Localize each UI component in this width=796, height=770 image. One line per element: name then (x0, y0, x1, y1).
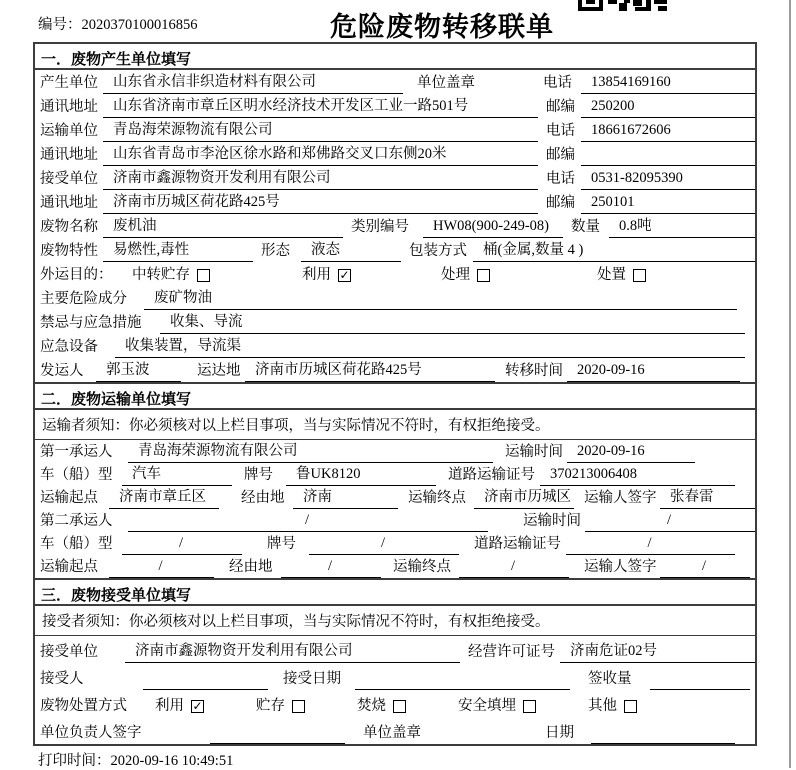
dispose-label: 处置 (597, 267, 626, 283)
first-carrier-value: 青岛海荣源物流有限公司 (128, 439, 493, 463)
sender-value: 郭玉波 (96, 358, 181, 382)
receiver-person-label: 接受人 (40, 671, 84, 687)
disposal-other-label: 其他 (588, 698, 617, 714)
terminus-value: 济南市历城区 (474, 485, 574, 509)
received-quantity-label: 签收量 (588, 671, 632, 687)
row-waste-traits (35, 238, 755, 262)
disposal-use-label: 利用 (155, 698, 184, 714)
row-transporter-unit (35, 118, 755, 142)
print-time-value: 2020-09-16 10:49:51 (110, 753, 234, 769)
row-receiver-address (35, 190, 755, 214)
section3-body (35, 636, 755, 744)
form-serial (38, 13, 198, 34)
row-transport-route-2 (35, 555, 755, 578)
use-label: 利用 (302, 267, 331, 283)
destination-value: 济南市历城区荷花路425号 (245, 358, 495, 382)
category-code-value: HW08(900-249-08) (423, 218, 563, 238)
plate-number-label: 牌号 (244, 467, 273, 483)
unit-seal2-label: 单位盖章 (363, 725, 421, 741)
form-title: 危险废物转移联单 (330, 12, 554, 42)
row-main-hazard (35, 286, 755, 310)
disposal-option-landfill (458, 694, 536, 717)
terminus2-value: / (459, 558, 569, 578)
via-label: 经由地 (241, 490, 285, 506)
received-quantity-value (650, 687, 750, 690)
transport-time2-label: 运输时间 (523, 513, 581, 529)
disposal-storage-checkbox (292, 700, 305, 713)
quantity-label: 数量 (571, 219, 600, 235)
main-hazard-label: 主要危险成分 (40, 291, 127, 307)
purpose-option-use (302, 263, 351, 286)
print-time-label: 打印时间： (38, 753, 111, 769)
transporter-address-value: 山东省青岛市李沧区徐水路和郑佛路交叉口东侧20米 (103, 142, 538, 166)
producer-unit-label: 产生单位 (40, 75, 98, 91)
disposal-method-label: 废物处置方式 (40, 698, 127, 714)
row-sender (35, 358, 755, 382)
carrier-signature2-value: / (660, 558, 750, 578)
unit-seal-label: 单位盖章 (417, 75, 475, 91)
row-vehicle-type-1 (35, 463, 755, 486)
plate-number2-label: 牌号 (267, 536, 296, 552)
receiving-unit-value: 济南市鑫源物资开发利用有限公司 (125, 639, 460, 663)
transporter-unit-value: 青岛海荣源物流有限公司 (103, 118, 538, 142)
producer-unit-value: 山东省永信非织造材料有限公司 (103, 70, 403, 94)
receiver-zip-label: 邮编 (546, 195, 575, 211)
treat-checkbox (477, 269, 490, 282)
row-outbound-purpose (35, 262, 755, 286)
receiver-unit-label: 接受单位 (40, 171, 98, 187)
transporter-zip-label: 邮编 (546, 147, 575, 163)
packing-value: 桶(金属,数量 4 ) (473, 238, 755, 262)
receiver-address-value: 济南市历城区荷花路425号 (103, 190, 538, 214)
row-receiving-unit (35, 636, 755, 663)
transfer-time-label: 转移时间 (505, 363, 563, 379)
receive-date-label: 接受日期 (283, 671, 341, 687)
row-emergency-equipment (35, 334, 755, 358)
purpose-option-treat (441, 263, 490, 286)
sender-label: 发运人 (40, 363, 84, 379)
disposal-storage-label: 贮存 (256, 698, 285, 714)
road-permit2-value: / (566, 535, 735, 555)
transfer-storage-label: 中转贮存 (132, 267, 190, 283)
second-carrier-value: / (128, 512, 488, 532)
transporter-zip-value (581, 163, 755, 166)
row-disposal-method (35, 690, 755, 717)
producer-zip-value: 250200 (581, 98, 755, 118)
producer-address-label: 通讯地址 (40, 99, 98, 115)
dispose-checkbox (633, 269, 646, 282)
transporter-phone-label: 电话 (546, 123, 575, 139)
taboo-measures-value: 收集、导流 (160, 310, 745, 334)
section2-body (35, 440, 755, 578)
plate-number-value: 鲁UK8120 (286, 462, 436, 486)
form-state-label: 形态 (261, 243, 290, 259)
row-receiver-unit (35, 166, 755, 190)
origin2-label: 运输起点 (40, 559, 98, 575)
waste-name-label: 废物名称 (40, 219, 98, 235)
receiver-zip-value: 250101 (581, 194, 755, 214)
road-permit2-label: 道路运输证号 (474, 536, 561, 552)
carrier-signature-value: 张春雷 (660, 485, 755, 509)
purpose-option-transfer-storage (132, 263, 210, 286)
carrier-signature-label: 运输人签字 (584, 490, 657, 506)
section1-header: 一．废物产生单位填写 (35, 44, 755, 70)
plate-number2-value: / (309, 535, 459, 555)
disposal-option-storage (256, 694, 305, 717)
main-hazard-value: 废矿物油 (144, 286, 737, 310)
row-vehicle-type-2 (35, 532, 755, 555)
receiver-address-label: 通讯地址 (40, 195, 98, 211)
via2-value: / (281, 558, 381, 578)
receiver-phone-value: 0531-82095390 (581, 170, 755, 190)
transfer-storage-checkbox (197, 269, 210, 282)
row-responsible-signature (35, 717, 755, 744)
treat-label: 处理 (441, 267, 470, 283)
disposal-landfill-checkbox (523, 700, 536, 713)
row-waste-name (35, 214, 755, 238)
receiver-person-value (143, 687, 268, 690)
section3-header: 三．废物接受单位填写 (35, 578, 755, 606)
responsible-signature-value (210, 741, 345, 744)
producer-address-value: 山东省济南市章丘区明水经济技术开发区工业一路501号 (103, 94, 538, 118)
section2-header: 二．废物运输单位填写 (35, 382, 755, 410)
transfer-form-table (33, 42, 757, 746)
purpose-option-dispose (597, 263, 646, 286)
disposal-use-checkbox: ✓ (192, 699, 203, 713)
terminus2-label: 运输终点 (393, 559, 451, 575)
category-code-label: 类别编号 (351, 219, 409, 235)
date-value (591, 741, 735, 744)
emergency-equipment-label: 应急设备 (40, 339, 98, 355)
purpose-label: 外运目的： (40, 267, 113, 283)
print-time (38, 749, 233, 770)
via2-label: 经由地 (229, 559, 273, 575)
row-transporter-address (35, 142, 755, 166)
license-number-label: 经营许可证号 (468, 644, 555, 660)
producer-zip-label: 邮编 (546, 99, 575, 115)
disposal-other-checkbox (624, 700, 637, 713)
transporter-address-label: 通讯地址 (40, 147, 98, 163)
row-first-carrier (35, 440, 755, 463)
license-number-value: 济南危证02号 (560, 639, 755, 663)
vehicle-type2-label: 车（船）型 (40, 536, 113, 552)
disposal-option-incineration (357, 694, 406, 717)
row-second-carrier (35, 509, 755, 532)
receiver-phone-label: 电话 (546, 171, 575, 187)
disposal-landfill-label: 安全填埋 (458, 698, 516, 714)
via-value: 济南 (293, 485, 398, 509)
disposal-option-use (155, 694, 204, 717)
road-permit-value: 370213006408 (540, 466, 735, 486)
form-serial-number: 2020370100016856 (81, 17, 198, 33)
transporter-notice: 运输者须知：你必须核对以上栏目事项，当与实际情况不符时，有权拒绝接受。 (35, 410, 755, 440)
origin-label: 运输起点 (40, 490, 98, 506)
section1-body (35, 70, 755, 382)
origin-value: 济南市章丘区 (109, 485, 219, 509)
first-carrier-label: 第一承运人 (40, 444, 113, 460)
second-carrier-label: 第二承运人 (40, 513, 113, 529)
date-label: 日期 (545, 725, 574, 741)
row-producer-unit (35, 70, 755, 94)
receiver-notice: 接受者须知：你必须核对以上栏目事项，当与实际情况不符时，有权拒绝接受。 (35, 606, 755, 636)
use-checkbox: ✓ (339, 268, 350, 282)
terminus-label: 运输终点 (408, 490, 466, 506)
transport-time2-value: / (585, 512, 755, 532)
vehicle-type2-value: / (122, 535, 242, 555)
emergency-equipment-value: 收集装置，导流渠 (115, 334, 745, 358)
waste-name-value: 废机油 (103, 214, 343, 238)
receiving-unit-label: 接受单位 (40, 644, 98, 660)
responsible-signature-label: 单位负责人签字 (40, 725, 142, 741)
row-receiver-person (35, 663, 755, 690)
row-producer-address (35, 94, 755, 118)
vehicle-type-label: 车（船）型 (40, 467, 113, 483)
road-permit-label: 道路运输证号 (448, 467, 535, 483)
disposal-incineration-checkbox (393, 700, 406, 713)
vehicle-type-value: 汽车 (122, 462, 232, 486)
quantity-value: 0.8吨 (609, 214, 755, 238)
destination-label: 运达地 (197, 363, 241, 379)
carrier-signature2-label: 运输人签字 (584, 559, 657, 575)
producer-phone-label: 电话 (543, 75, 572, 91)
receiver-unit-value: 济南市鑫源物资开发利用有限公司 (103, 166, 538, 190)
taboo-measures-label: 禁忌与应急措施 (40, 315, 142, 331)
transport-time-label: 运输时间 (505, 444, 563, 460)
transporter-unit-label: 运输单位 (40, 123, 98, 139)
packing-label: 包装方式 (409, 243, 467, 259)
transport-time-value: 2020-09-16 (567, 443, 695, 463)
transfer-time-value: 2020-09-16 (567, 362, 740, 382)
waste-trait-value: 易燃性,毒性 (103, 238, 253, 262)
disposal-incineration-label: 焚烧 (357, 698, 386, 714)
row-taboo-measures (35, 310, 755, 334)
waste-trait-label: 废物特性 (40, 243, 98, 259)
receive-date-value (355, 687, 570, 690)
row-transport-route-1 (35, 486, 755, 509)
page-edge-divider (789, 0, 791, 768)
transporter-phone-value: 18661672606 (581, 122, 755, 142)
qr-code-fragment-icon (578, 0, 668, 11)
form-state-value: 液态 (301, 238, 401, 262)
origin2-value: / (109, 558, 214, 578)
form-serial-label: 编号： (38, 17, 82, 33)
disposal-option-other (588, 694, 637, 717)
producer-phone-value: 13854169160 (581, 74, 755, 94)
